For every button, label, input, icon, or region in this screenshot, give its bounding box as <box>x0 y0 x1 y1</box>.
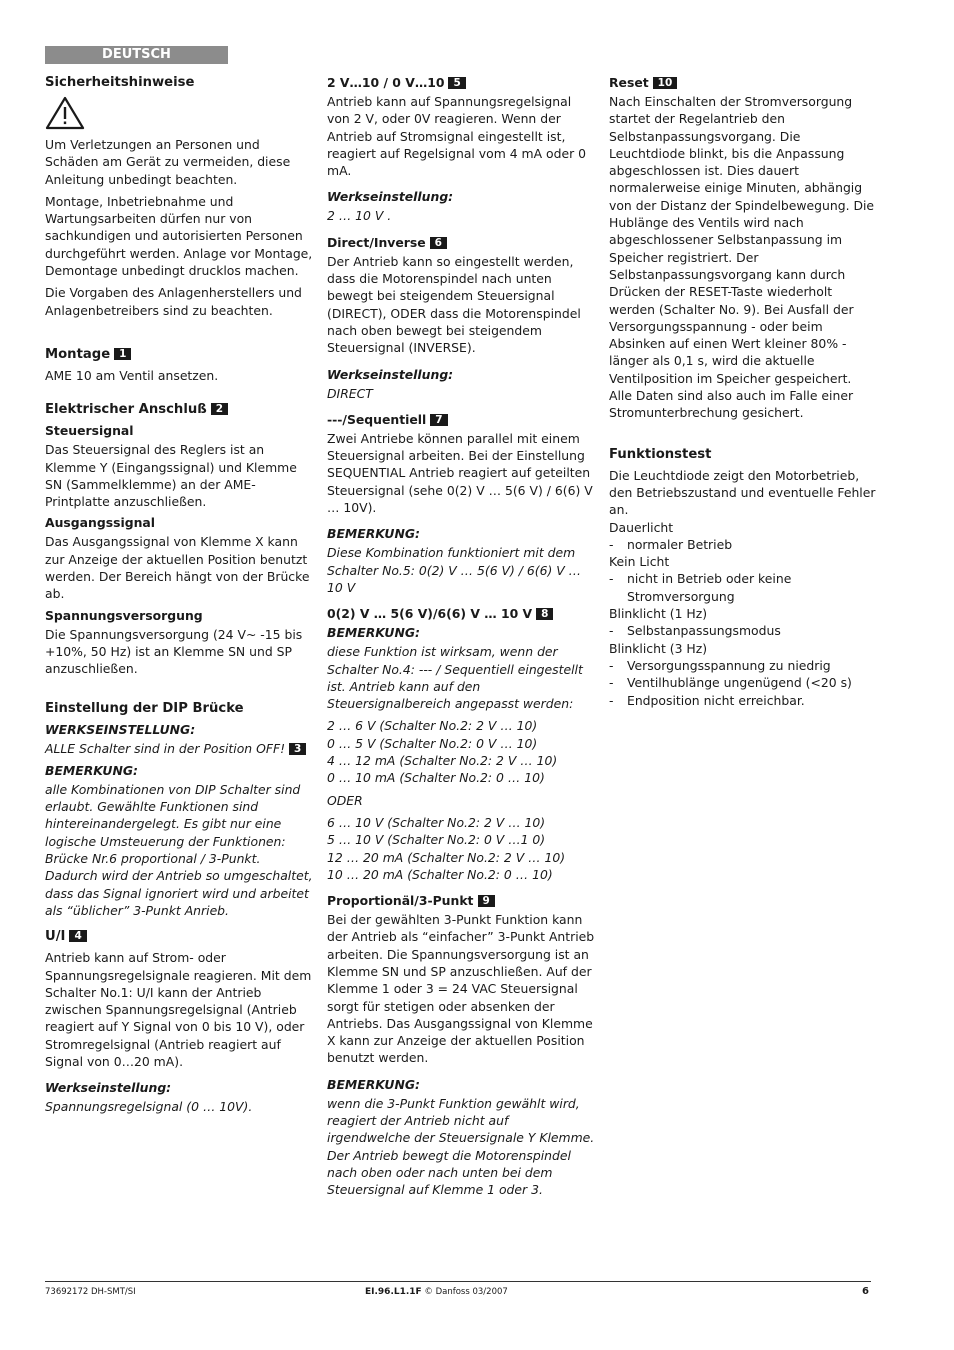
led-state-label: Kein Licht <box>609 554 670 570</box>
prop-bem-text: wenn die 3-Punkt Funktion gewählt wird, reagiert der Antrieb nicht auf irgendwelche der Steuersignale Y Klemme. Der Antrieb bewegt die Motorenspindel nach oben oder nach unten bei dem Steuersignal auf Klemme 1 oder 3. <box>327 1095 595 1198</box>
split-heading: 0(2) V … 5(6 V)/6(6) V … 10 V 8 <box>327 605 595 622</box>
sequential-text: Zwei Antriebe können parallel mit einem Steuersignal arbeiten. Bei der Einstellung SEQUENTIAL Antrieb reagiert auf geteilten Steuersignal (sehe 0(2) V … 5(6 V) / 6(6) V … 10V). <box>327 430 593 516</box>
split-list-item: 6 … 10 V (Schalter No.2: 2 V … 10) <box>327 814 546 830</box>
led-state-label: Dauerlicht <box>609 519 674 535</box>
footer-doc-ref: EI.96.L1.1F © Danfoss 03/2007 <box>365 1287 508 1297</box>
electric-heading: Elektrischer Anschluß 2 <box>45 401 313 419</box>
safety-paragraph: Die Vorgaben des Anlagenherstellers und Anlagenbetreibers sind zu beachten. <box>45 285 302 318</box>
spannung-text: Die Spannungsversorgung (24 V~ -15 bis +10%, 50 Hz) ist an Klemme SN und SP anzuschließen. <box>45 626 303 677</box>
dip-werk-label: WERKSEINSTELLUNG: <box>45 721 196 737</box>
sequential-bem-text: Diese Kombination funktioniert mit dem Schalter No.5: 0(2) V … 5(6 V) / 6(6) V … 10 V <box>327 545 582 595</box>
led-state-item: - Selbstanpassungsmodus <box>609 623 781 639</box>
led-state-label: Blinklicht (1 Hz) <box>609 606 708 622</box>
prop-heading: Proportionäl/3-Punkt 9 <box>327 892 595 909</box>
led-state-item: - Ventilhublänge ungenügend (<20 s) <box>609 675 852 691</box>
led-state-item: - nicht in Betrieb oder keine Stromversorgung <box>609 571 792 604</box>
split-list-item: 12 … 20 mA (Schalter No.2: 2 V … 10) <box>327 849 566 865</box>
split-list-item: 0 … 5 V (Schalter No.2: 0 V … 10) <box>327 735 538 751</box>
figure-ref-badge: 7 <box>430 414 447 426</box>
column-left <box>45 74 313 1116</box>
ausgangssignal-text: Das Ausgangssignal von Klemme X kann zur Anzeige der aktuellen Position benutzt werden. Der Bereich hängt von der Brücke ab. <box>45 534 310 602</box>
dip-heading: Einstellung der DIP Brücke <box>45 700 244 716</box>
prop-bem-label: BEMERKUNG: <box>327 1076 420 1092</box>
split-bem-text: diese Funktion ist wirksam, wenn der Schalter No.4: --- / Sequentiell eingestellt ist. Antrieb kann auf den Steuersignalbereich angepasst werden: <box>327 644 583 712</box>
page-number: 6 <box>862 1286 869 1297</box>
column-middle <box>327 74 595 1199</box>
ausgangssignal-heading: Ausgangssignal <box>45 515 156 531</box>
safety-heading: Sicherheitshinweise <box>45 75 195 90</box>
direct-text: Der Antrieb kann so eingestellt werden, dass die Motorenspindel nach unten bewegt bei steigendem Steuersignal (DIRECT), ODER dass die Motorenspindel nach oben bewegt bei steigendem Steuersignal (INVERSE). <box>327 253 581 356</box>
split-bem-label: BEMERKUNG: <box>327 625 420 641</box>
funktionstest-heading: Funktionstest <box>609 446 712 462</box>
figure-ref-badge: 8 <box>536 608 553 620</box>
column-right <box>609 74 877 709</box>
safety-paragraph: Um Verletzungen an Personen und Schäden am Gerät zu vermeiden, diese Anleitung unbedingt beachten. <box>45 137 291 187</box>
footer-code: 73692172 DH-SMT/SI <box>45 1287 136 1297</box>
steuersignal-text: Das Steuersignal des Reglers ist an Klemme Y (Eingangssignal) und Klemme SN (Sammelklemme) an der AME-Printplatte anzuschließen. <box>45 442 297 510</box>
led-state-item: - normaler Betrieb <box>609 536 733 552</box>
dip-bem-text: alle Kombinationen von DIP Schalter sind erlaubt. Gewählte Funktionen sind hintereinandergelegt. Es gibt nur eine logische Umsteuerung der Funktionen: Brücke Nr.6 proportional / 3-Punkt. Dadurch wird der Antrieb so umgeschaltet, dass das Signal ignoriert wird und arbeitet als “üblicher” 3-Punkt Anrieb. <box>45 781 313 918</box>
split-oder: ODER <box>327 792 363 808</box>
led-state-label: Blinklicht (3 Hz) <box>609 640 708 656</box>
direct-werk-text: DIRECT <box>327 385 373 401</box>
direct-werk-label: Werkseinstellung: <box>327 366 454 382</box>
direct-heading: Direct/Inverse 6 <box>327 234 595 251</box>
figure-ref-badge: 1 <box>114 348 131 360</box>
sequential-heading: ---/Sequentiell 7 <box>327 411 595 428</box>
figure-ref-badge: 3 <box>289 743 306 755</box>
footer-divider <box>45 1281 871 1282</box>
dip-werk-text: ALLE Schalter sind in der Position OFF! 3 <box>45 740 313 757</box>
split-list-item: 2 … 6 V (Schalter No.2: 2 V … 10) <box>327 718 538 734</box>
range-werk-label: Werkseinstellung: <box>327 189 454 205</box>
figure-ref-badge: 2 <box>211 403 228 415</box>
safety-paragraph: Montage, Inbetriebnahme und Wartungsarbeiten dürfen nur von sachkundigen und autorisierten Personen durchgeführt werden. Anlage vor Montage, Demontage unbedingt drucklos machen. <box>45 193 313 279</box>
spannung-heading: Spannungsversorgung <box>45 607 203 623</box>
prop-text: Bei der gewählten 3-Punkt Funktion kann der Antrieb als “einfacher” 3-Punkt Antrieb arbeiten. Die Spannungsversorgung ist an Klemme SN und SP anzuschließen. Auf der Klemme 1 oder 3 = 24 VAC Steuersignal sorgt für stetigen oder absenken der Antriebs. Das Ausgangssignal von Klemme X kann zur Anzeige der aktuellen Position benutzt werden. <box>327 912 595 1066</box>
figure-ref-badge: 10 <box>653 77 678 89</box>
range-werk-text: 2 … 10 V . <box>327 208 392 224</box>
range-text: Antrieb kann auf Spannungsregelsignal von 2 V, oder 0V reagieren. Wenn der Antrieb auf Stromsignal eingestellt ist, reagiert auf Regelsignal vom 4 mA oder 0 mA. <box>327 94 587 179</box>
ui-text: Antrieb kann auf Strom- oder Spannungsregelsignale reagieren. Mit dem Schalter No.1: U/I kann der Antrieb zwischen Spannungsregelsignal (Antrieb reagiert auf Y Signal von 0 bis 10 V), oder Stromregelsignal (Antrieb reagiert auf Signal von 0…20 mA). <box>45 950 312 1069</box>
montage-heading: Montage 1 <box>45 346 313 364</box>
figure-ref-badge: 9 <box>478 895 495 907</box>
split-list-item: 10 … 20 mA (Schalter No.2: 0 … 10) <box>327 866 553 882</box>
sequential-bem-label: BEMERKUNG: <box>327 526 420 542</box>
montage-text: AME 10 am Ventil ansetzen. <box>45 367 219 383</box>
split-list-item: 5 … 10 V (Schalter No.2: 0 V …1 0) <box>327 832 546 848</box>
steuersignal-heading: Steuersignal <box>45 423 134 439</box>
warning-icon <box>45 96 85 130</box>
ui-heading: U/I 4 <box>45 928 313 946</box>
reset-heading: Reset 10 <box>609 74 877 91</box>
split-list-item: 4 … 12 mA (Schalter No.2: 2 V … 10) <box>327 753 558 769</box>
ui-werk-label: Werkseinstellung: <box>45 1080 172 1096</box>
reset-text: Nach Einschalten der Stromversorgung startet der Regelantrieb den Selbstanpassungsvorgang. Die Leuchtdiode blinkt, bis die Anpassung abgeschlossen ist. Dies dauert normalerweise einige Minuten, abhängig von der Distanz der Spindelbewegung. Die Hublänge des Ventils wird nach abgeschlossener Selbstanpassung im Speicher registriert. Der Selbstanpassungsvorgang kann durch Drücken der RESET-Taste wiederholt werden (Schalter No. 9). Bei Ausfall der Versorgungsspannung - oder beim Absinken auf einen Wert kleiner 80% - länger als 0,1 s, wird die aktuelle Ventilposition im Speicher gespeichert. Alle Daten sind also auch im Falle einer Stromunterbrechung gesichert. <box>609 94 875 421</box>
figure-ref-badge: 5 <box>448 77 465 89</box>
split-list-item: 0 … 10 mA (Schalter No.2: 0 … 10) <box>327 770 545 786</box>
figure-ref-badge: 4 <box>69 930 86 942</box>
led-state-item: - Versorgungsspannung zu niedrig <box>609 657 831 673</box>
ui-werk-text: Spannungsregelsignal (0 … 10V). <box>45 1099 253 1115</box>
led-state-item: - Endposition nicht erreichbar. <box>609 692 805 708</box>
funktionstest-text: Die Leuchtdiode zeigt den Motorbetrieb, den Betriebszustand und eventuelle Fehler an. <box>609 467 876 518</box>
range-heading: 2 V…10 / 0 V…10 5 <box>327 74 595 91</box>
figure-ref-badge: 6 <box>430 237 447 249</box>
language-label: DEUTSCH <box>45 46 228 64</box>
dip-bem-label: BEMERKUNG: <box>45 762 138 778</box>
